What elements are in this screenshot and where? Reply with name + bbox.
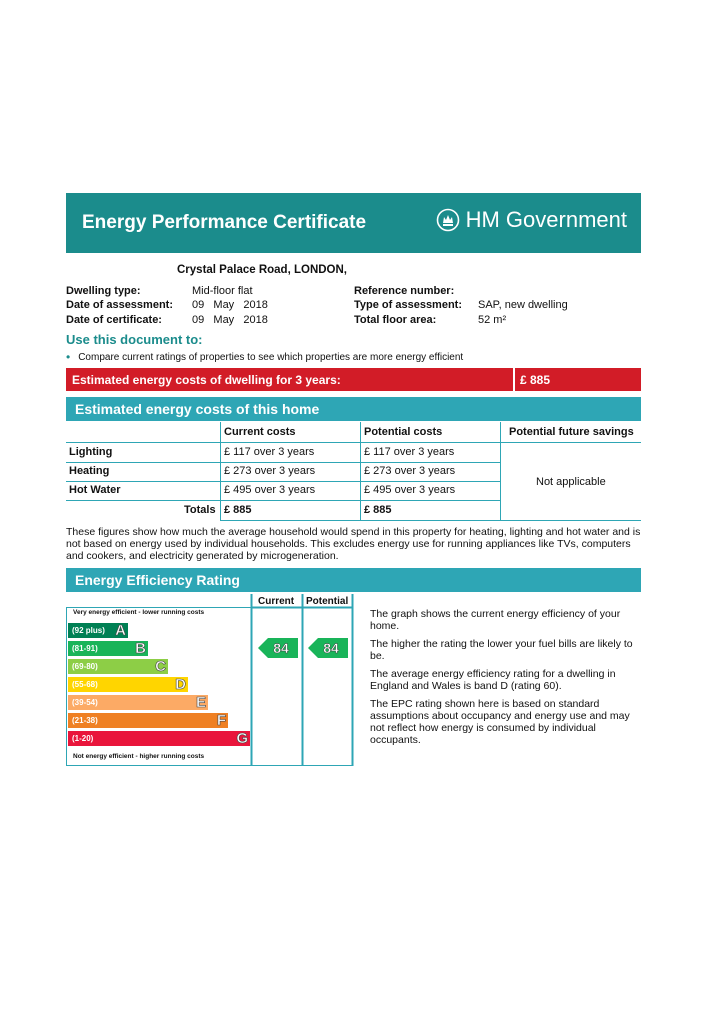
lighting-current-cost: £ 117 over 3 years: [224, 446, 315, 458]
rating-band-e: [68, 695, 208, 710]
divider: [66, 500, 500, 501]
rating-band-range: (69-80): [72, 662, 98, 671]
dwelling-type-value: Mid-floor flat: [192, 285, 253, 297]
totals-current: £ 885: [224, 504, 252, 516]
current-rating-arrow: [258, 638, 298, 658]
column-header-current: Current costs: [224, 426, 296, 438]
type-of-assessment-value: SAP, new dwelling: [478, 299, 568, 311]
rating-section-title: Energy Efficiency Rating: [75, 572, 240, 588]
not-efficient-label: Not energy efficient - higher running costs: [73, 753, 205, 760]
rating-section-bar: [66, 568, 641, 592]
dwelling-type-label: Dwelling type:: [66, 285, 141, 297]
rating-band-range: (81-91): [72, 644, 98, 653]
date-of-assessment-value: 09 May 2018: [192, 299, 268, 311]
use-document-item-text: Compare current ratings of properties to see which properties are more energy efficient: [78, 351, 464, 363]
rating-band-d: [68, 677, 188, 692]
costs-section-bar: [66, 397, 641, 421]
rating-band-range: (21-38): [72, 716, 98, 725]
potential-rating-arrow: [308, 638, 348, 658]
current-rating-value: 84: [273, 640, 289, 656]
rating-band-g: [68, 731, 250, 746]
rating-band-letter: B: [135, 640, 146, 657]
cost-note: These figures show how much the average household would spend in this property for heating, lighting and hot water and is not based on energy used by individual households. This excludes energy use for running appliances like TVs, computers and cookers, and electricity generated by microgeneration.: [66, 526, 641, 562]
rating-band-f: [68, 713, 228, 728]
rating-band-letter: D: [175, 676, 186, 693]
rating-band-b: [68, 641, 148, 656]
divider: [360, 422, 361, 521]
rating-note: The higher the rating the lower your fuel bills are likely to be.: [370, 638, 633, 662]
bullet-icon: •: [66, 350, 71, 364]
rating-band-c: [68, 659, 168, 674]
divider: [66, 462, 500, 463]
rating-band-range: (55-68): [72, 680, 98, 689]
rating-band-range: (1-20): [72, 734, 94, 743]
hot-water-potential-cost: £ 495 over 3 years: [364, 484, 456, 496]
divider: [66, 481, 500, 482]
column-header-potential: Potential costs: [364, 426, 443, 438]
estimated-3yr-costs-value: £ 885: [520, 373, 551, 387]
rating-band-range: (39-54): [72, 698, 98, 707]
rating-band-letter: C: [155, 658, 166, 675]
estimated-3yr-costs-bar: [66, 368, 641, 391]
divider: [220, 520, 641, 521]
rating-band-range: (92 plus): [72, 626, 105, 635]
certificate-title: Energy Performance Certificate: [82, 212, 367, 233]
estimated-3yr-costs-label: Estimated energy costs of dwelling for 3 years:: [72, 373, 341, 387]
government-name: HM Government: [465, 207, 627, 232]
column-header-savings: Potential future savings: [509, 426, 634, 438]
energy-rating-graph: [66, 594, 354, 767]
heating-potential-cost: £ 273 over 3 years: [364, 465, 456, 477]
reference-number-label: Reference number:: [354, 285, 455, 297]
totals-potential: £ 885: [364, 504, 392, 516]
row-label-lighting: Lighting: [69, 446, 113, 458]
certificate-header: [66, 193, 641, 253]
potential-rating-value: 84: [323, 640, 339, 656]
hm-government-logo: [436, 207, 627, 233]
rating-band-a: [68, 623, 128, 638]
divider: [500, 422, 501, 521]
royal-crest-icon: [436, 208, 460, 232]
costs-table: [66, 422, 641, 521]
rating-band-letter: G: [236, 730, 248, 747]
lighting-potential-cost: £ 117 over 3 years: [364, 446, 455, 458]
very-efficient-label: Very energy efficient - lower running costs: [73, 609, 205, 616]
total-floor-area-value: 52 m²: [478, 314, 507, 326]
hot-water-current-cost: £ 495 over 3 years: [224, 484, 316, 496]
row-label-hot-water: Hot Water: [69, 484, 121, 496]
rating-note: The average energy efficiency rating for a dwelling in England and Wales is band D (rating 60).: [370, 668, 616, 692]
rating-band-letter: F: [216, 712, 226, 729]
divider: [66, 442, 641, 443]
column-header-potential-rating: Potential: [306, 596, 349, 607]
date-of-certificate-label: Date of certificate:: [66, 314, 162, 326]
row-label-heating: Heating: [69, 465, 110, 477]
heating-current-cost: £ 273 over 3 years: [224, 465, 316, 477]
rating-notes: [370, 608, 642, 752]
rating-band-letter: A: [115, 622, 126, 639]
use-document-item: [66, 350, 463, 364]
type-of-assessment-label: Type of assessment:: [354, 299, 463, 311]
rating-note: The graph shows the current energy efficiency of your home.: [370, 608, 621, 632]
divider: [513, 368, 515, 391]
potential-savings-value: Not applicable: [536, 476, 606, 488]
use-document-title: Use this document to:: [66, 332, 203, 347]
divider: [220, 422, 221, 521]
date-of-certificate-value: 09 May 2018: [192, 314, 268, 326]
rating-note: The EPC rating shown here is based on standard assumptions about occupancy and energy use and may not reflect how energy is consumed by individual occupants.: [370, 698, 630, 746]
rating-band-letter: E: [195, 694, 206, 711]
property-address: Crystal Palace Road, LONDON,: [177, 264, 347, 276]
date-of-assessment-label: Date of assessment:: [66, 299, 173, 311]
costs-section-title: Estimated energy costs of this home: [75, 401, 320, 417]
column-header-current-rating: Current: [258, 596, 295, 607]
totals-label: Totals: [184, 504, 216, 516]
total-floor-area-label: Total floor area:: [354, 314, 437, 326]
